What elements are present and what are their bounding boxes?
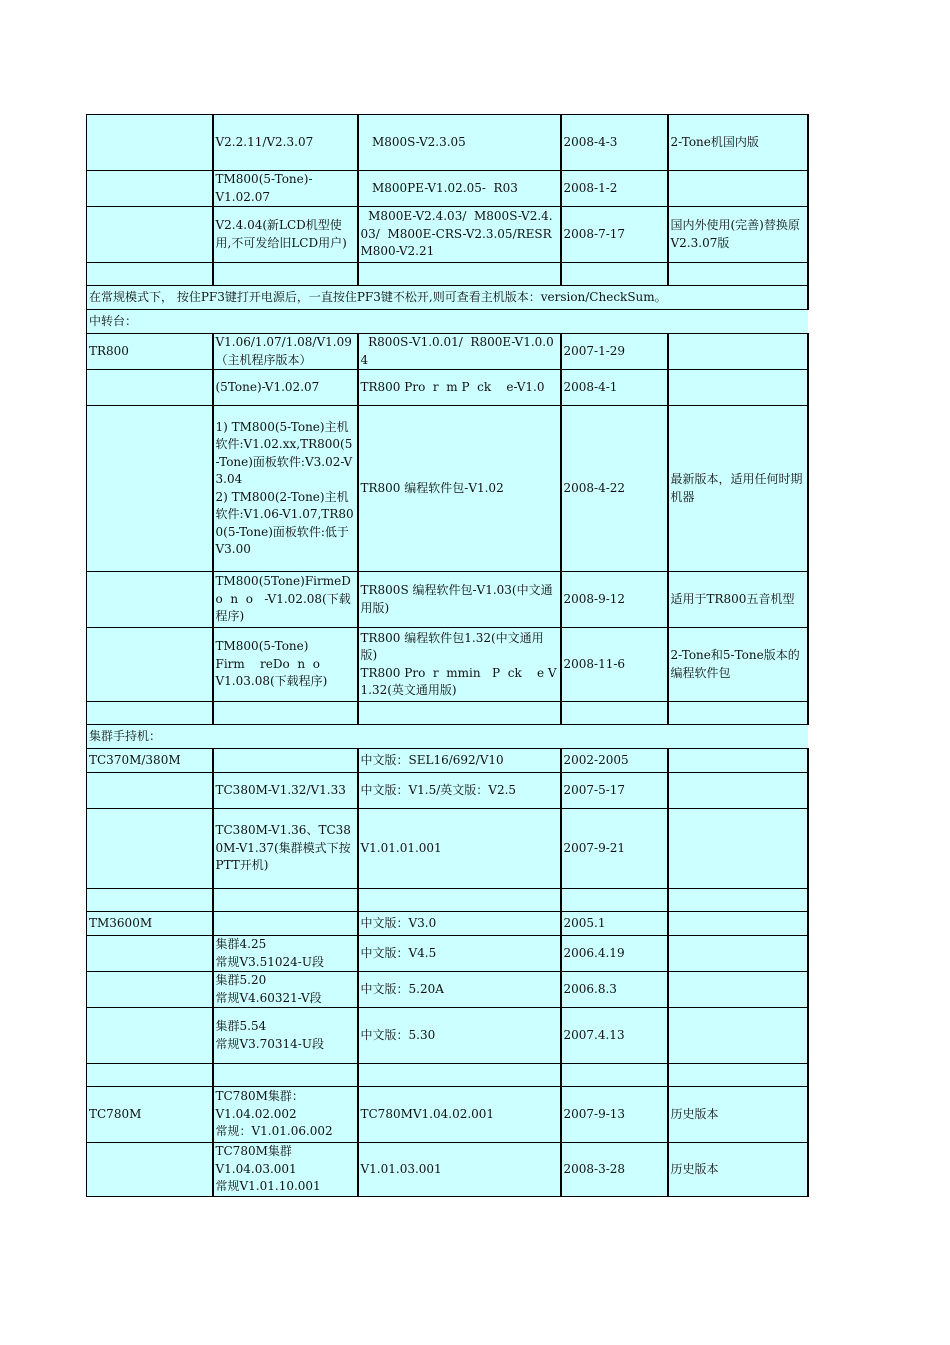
cell-model bbox=[87, 370, 213, 406]
cell-remark bbox=[668, 1008, 808, 1064]
cell-host-version bbox=[213, 1064, 358, 1087]
cell-date: 2005.1 bbox=[561, 912, 668, 936]
cell-remark: 国内外使用(完善)替换原V2.3.07版 bbox=[668, 207, 808, 263]
cell-software-version: 中文版：V3.0 bbox=[358, 912, 561, 936]
section-heading: 中转台： bbox=[87, 310, 808, 334]
cell-remark bbox=[668, 809, 808, 889]
cell-remark bbox=[668, 773, 808, 809]
table-row bbox=[87, 1008, 808, 1064]
cell-host-version: TC780M集群： V1.04.02.002 常规：V1.01.06.002 bbox=[213, 1087, 358, 1143]
cell-remark bbox=[668, 263, 808, 286]
cell-remark: 适用于TR800五音机型 bbox=[668, 572, 808, 628]
cell-date: 2008-11-6 bbox=[561, 628, 668, 702]
cell-date: 2002-2005 bbox=[561, 749, 668, 773]
table-row bbox=[87, 334, 808, 370]
cell-remark bbox=[668, 702, 808, 725]
cell-date bbox=[561, 889, 668, 912]
cell-date: 2007-9-13 bbox=[561, 1087, 668, 1143]
cell-host-version: V2.2.11/V2.3.07 bbox=[213, 115, 358, 171]
cell-host-version: TM800(5-Tone)- V1.02.07 bbox=[213, 171, 358, 207]
cell-remark bbox=[668, 912, 808, 936]
cell-model bbox=[87, 263, 213, 286]
cell-model bbox=[87, 773, 213, 809]
cell-model bbox=[87, 171, 213, 207]
cell-software-version: M800E-V2.4.03/ M800S-V2.4.03/ M800E-CRS-V2.3.05/RESRM800-V2.21 bbox=[358, 207, 561, 263]
table-row bbox=[87, 406, 808, 572]
cell-date: 2007-1-29 bbox=[561, 334, 668, 370]
cell-date: 2008-4-1 bbox=[561, 370, 668, 406]
table-row bbox=[87, 936, 808, 972]
cell-date: 2007-5-17 bbox=[561, 773, 668, 809]
cell-remark bbox=[668, 370, 808, 406]
cell-model bbox=[87, 809, 213, 889]
cell-software-version: M800S-V2.3.05 bbox=[358, 115, 561, 171]
cell-software-version: 中文版：5.20A bbox=[358, 972, 561, 1008]
cell-software-version: 中文版：V4.5 bbox=[358, 936, 561, 972]
cell-software-version bbox=[358, 702, 561, 725]
table-row bbox=[87, 115, 808, 171]
cell-model bbox=[87, 572, 213, 628]
cell-model bbox=[87, 628, 213, 702]
table-row bbox=[87, 263, 808, 286]
cell-remark: 历史版本 bbox=[668, 1143, 808, 1197]
cell-remark: 最新版本，适用任何时期机器 bbox=[668, 406, 808, 572]
cell-remark bbox=[668, 1064, 808, 1087]
section-heading: 集群手持机： bbox=[87, 725, 808, 749]
cell-host-version bbox=[213, 749, 358, 773]
cell-remark: 历史版本 bbox=[668, 1087, 808, 1143]
cell-model: TR800 bbox=[87, 334, 213, 370]
cell-model: TC780M bbox=[87, 1087, 213, 1143]
table-row bbox=[87, 1143, 808, 1197]
version-table-body bbox=[87, 115, 808, 1197]
table-row bbox=[87, 889, 808, 912]
cell-model bbox=[87, 936, 213, 972]
cell-model bbox=[87, 1064, 213, 1087]
note-text: 在常规模式下， 按住PF3键打开电源后，一直按住PF3键不松开,则可查看主机版本：version/CheckSum。 bbox=[87, 286, 808, 310]
cell-host-version: V2.4.04(新LCD机型使用,不可发给旧LCD用户) bbox=[213, 207, 358, 263]
cell-software-version: 中文版：SEL16/692/V10 bbox=[358, 749, 561, 773]
cell-software-version: 中文版：V1.5/英文版：V2.5 bbox=[358, 773, 561, 809]
cell-software-version: V1.01.01.001 bbox=[358, 809, 561, 889]
table-row bbox=[87, 749, 808, 773]
table-row bbox=[87, 171, 808, 207]
cell-date: 2006.8.3 bbox=[561, 972, 668, 1008]
cell-software-version: V1.01.03.001 bbox=[358, 1143, 561, 1197]
cell-model bbox=[87, 115, 213, 171]
table-row bbox=[87, 628, 808, 702]
table-row bbox=[87, 1087, 808, 1143]
cell-date: 2008-3-28 bbox=[561, 1143, 668, 1197]
table-row bbox=[87, 207, 808, 263]
cell-software-version: TR800 编程软件包1.32(中文通用版) TR800 Pro r mmin P ck e V1.32(英文通用版) bbox=[358, 628, 561, 702]
cell-date: 2008-4-3 bbox=[561, 115, 668, 171]
cell-model bbox=[87, 1143, 213, 1197]
cell-remark bbox=[668, 972, 808, 1008]
cell-remark bbox=[668, 889, 808, 912]
cell-software-version bbox=[358, 263, 561, 286]
cell-date: 2008-9-12 bbox=[561, 572, 668, 628]
cell-model: TM3600M bbox=[87, 912, 213, 936]
cell-host-version bbox=[213, 912, 358, 936]
cell-remark: 2-Tone和5-Tone版本的编程软件包 bbox=[668, 628, 808, 702]
cell-host-version: 1) TM800(5-Tone)主机软件:V1.02.xx,TR800(5-Tone)面板软件:V3.02-V3.04 2) TM800(2-Tone)主机软件:V1.06-V1.07,TR800(5-Tone)面板软件:低于V3.00 bbox=[213, 406, 358, 572]
cell-host-version: 集群5.54 常规V3.70314-U段 bbox=[213, 1008, 358, 1064]
cell-software-version bbox=[358, 1064, 561, 1087]
table-row bbox=[87, 370, 808, 406]
cell-model: TC370M/380M bbox=[87, 749, 213, 773]
cell-date: 2008-1-2 bbox=[561, 171, 668, 207]
table-row bbox=[87, 702, 808, 725]
cell-remark bbox=[668, 171, 808, 207]
table-row bbox=[87, 286, 808, 310]
cell-software-version bbox=[358, 889, 561, 912]
cell-date bbox=[561, 263, 668, 286]
cell-date bbox=[561, 702, 668, 725]
cell-host-version: TC380M-V1.32/V1.33 bbox=[213, 773, 358, 809]
cell-host-version bbox=[213, 889, 358, 912]
cell-model bbox=[87, 972, 213, 1008]
table-row bbox=[87, 809, 808, 889]
cell-software-version: R800S-V1.0.01/ R800E-V1.0.04 bbox=[358, 334, 561, 370]
cell-host-version bbox=[213, 702, 358, 725]
cell-date bbox=[561, 1064, 668, 1087]
cell-software-version: TC780MV1.04.02.001 bbox=[358, 1087, 561, 1143]
cell-host-version: 集群5.20 常规V4.60321-V段 bbox=[213, 972, 358, 1008]
table-row bbox=[87, 572, 808, 628]
cell-date: 2007-9-21 bbox=[561, 809, 668, 889]
table-row bbox=[87, 773, 808, 809]
cell-software-version: M800PE-V1.02.05- R03 bbox=[358, 171, 561, 207]
table-row bbox=[87, 912, 808, 936]
cell-model bbox=[87, 702, 213, 725]
cell-remark bbox=[668, 334, 808, 370]
version-table bbox=[86, 114, 809, 1197]
cell-software-version: 中文版：5.30 bbox=[358, 1008, 561, 1064]
cell-remark: 2-Tone机国内版 bbox=[668, 115, 808, 171]
table-row bbox=[87, 725, 808, 749]
cell-software-version: TR800 Pro r m P ck e-V1.0 bbox=[358, 370, 561, 406]
cell-model bbox=[87, 406, 213, 572]
cell-model bbox=[87, 889, 213, 912]
cell-host-version: TM800(5-Tone) Firm reDo n o V1.03.08(下载程序) bbox=[213, 628, 358, 702]
cell-host-version bbox=[213, 263, 358, 286]
cell-software-version: TR800 编程软件包-V1.02 bbox=[358, 406, 561, 572]
cell-host-version: TC380M-V1.36、TC380M-V1.37(集群模式下按PTT开机) bbox=[213, 809, 358, 889]
cell-host-version: (5Tone)-V1.02.07 bbox=[213, 370, 358, 406]
cell-date: 2008-7-17 bbox=[561, 207, 668, 263]
cell-date: 2006.4.19 bbox=[561, 936, 668, 972]
cell-host-version: V1.06/1.07/1.08/V1.09（主机程序版本） bbox=[213, 334, 358, 370]
cell-model bbox=[87, 207, 213, 263]
table-row bbox=[87, 310, 808, 334]
table-row bbox=[87, 1064, 808, 1087]
cell-remark bbox=[668, 936, 808, 972]
table-row bbox=[87, 972, 808, 1008]
cell-host-version: TM800(5Tone)FirmeDo n o -V1.02.08(下载程序) bbox=[213, 572, 358, 628]
cell-remark bbox=[668, 749, 808, 773]
cell-software-version: TR800S 编程软件包-V1.03(中文通用版) bbox=[358, 572, 561, 628]
cell-host-version: TC780M集群 V1.04.03.001 常规V1.01.10.001 bbox=[213, 1143, 358, 1197]
cell-host-version: 集群4.25 常规V3.51024-U段 bbox=[213, 936, 358, 972]
cell-date: 2007.4.13 bbox=[561, 1008, 668, 1064]
cell-model bbox=[87, 1008, 213, 1064]
cell-date: 2008-4-22 bbox=[561, 406, 668, 572]
